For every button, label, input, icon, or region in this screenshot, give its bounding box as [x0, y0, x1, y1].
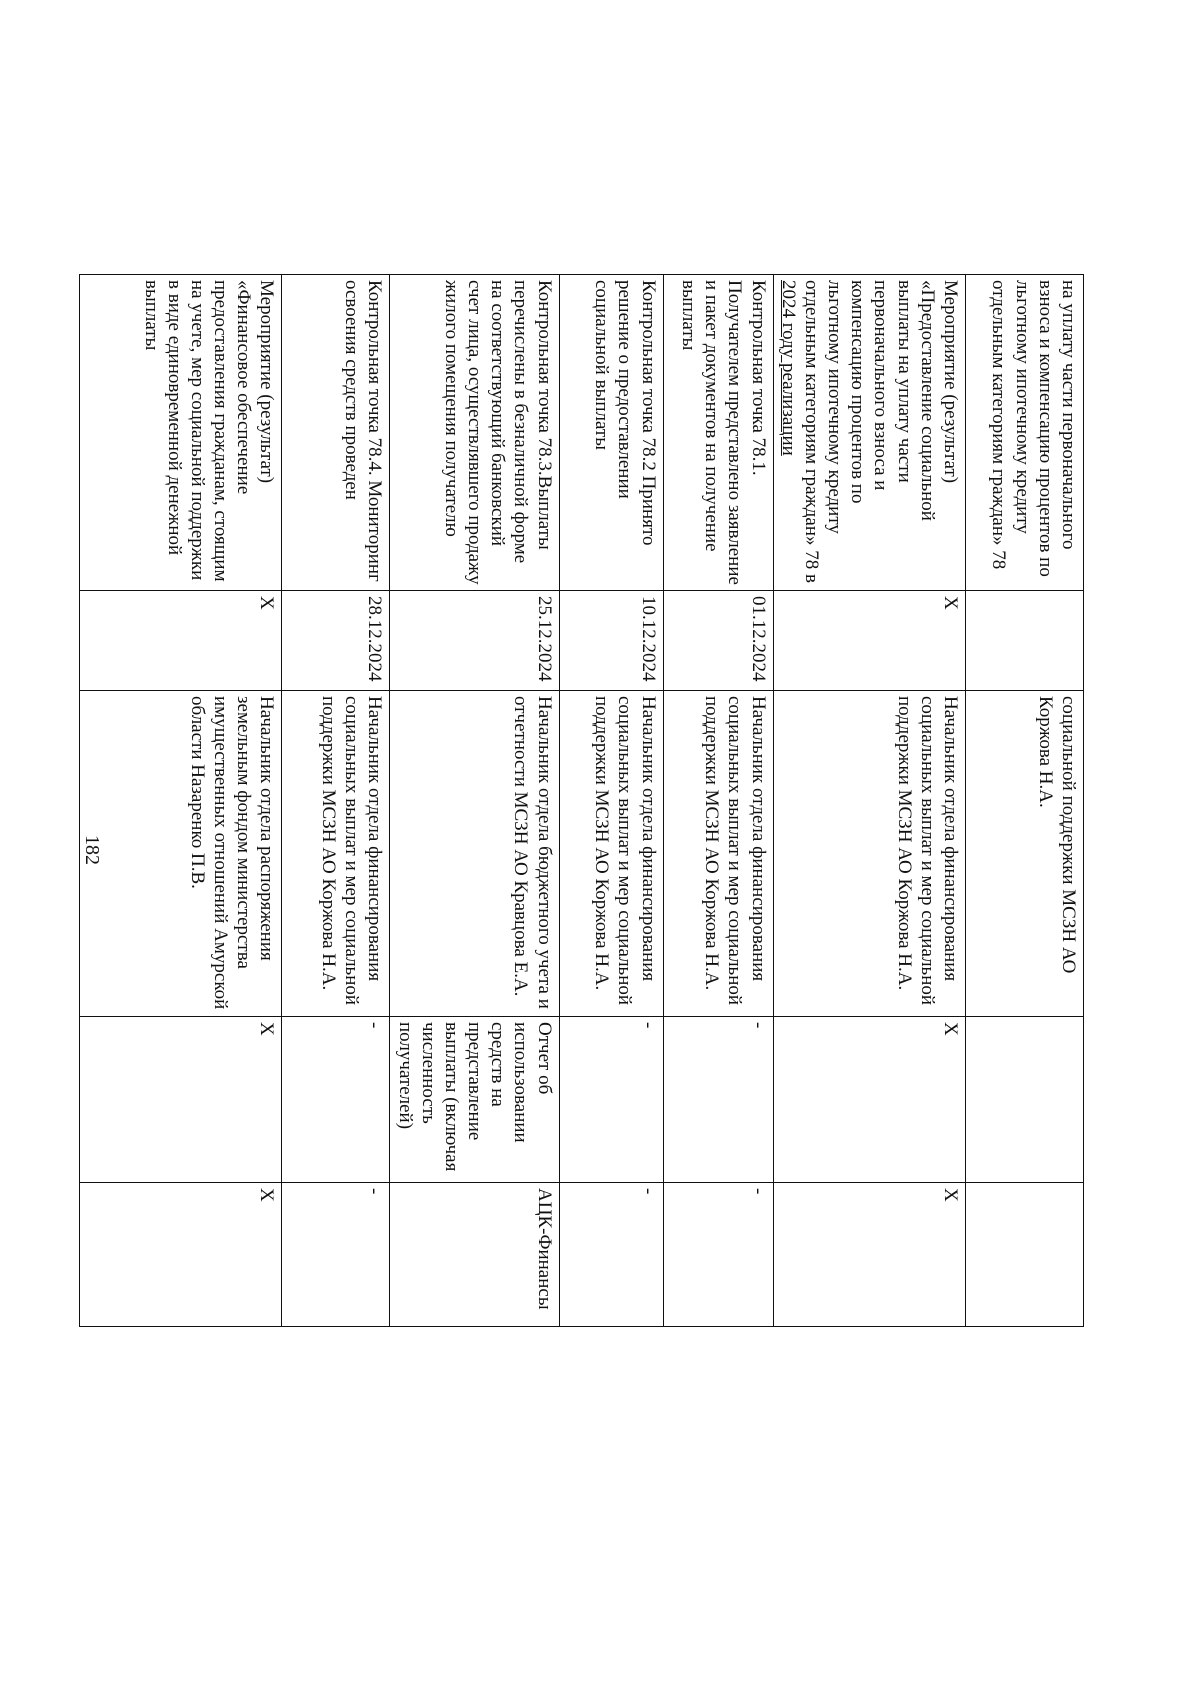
system-cell: -	[559, 1183, 663, 1327]
system-cell: Х	[773, 1183, 965, 1327]
event-cell: Контрольная точка 78.1. Получателем представлено заявление и пакет документов на получение выплаты	[663, 275, 773, 591]
activity-table	[79, 274, 1084, 1327]
table-row	[966, 275, 1084, 1327]
event-text-underlined: 2024 году реализации	[777, 280, 799, 456]
event-cell	[773, 275, 965, 591]
table-row	[390, 275, 559, 1327]
system-cell: -	[282, 1183, 390, 1327]
date-cell: Х	[773, 591, 965, 691]
responsible-cell: Начальник отдела распоряжения земельным фондом министерства имущественных отношений Амурской области Назаренко П.В.	[80, 691, 282, 1017]
document-cell: Отчет об использовании средств на представление выплаты (включая численность получателей)	[390, 1017, 559, 1183]
page-number: 182	[81, 835, 103, 865]
responsible-cell: Начальник отдела бюджетного учета и отчетности МСЗН АО Кравцова Е.А.	[390, 691, 559, 1017]
table-row	[80, 275, 282, 1327]
responsible-cell: Начальник отдела финансирования социальных выплат и мер социальной поддержки МСЗН АО Коржова Н.А.	[773, 691, 965, 1017]
event-cell: на уплату части первоначального взноса и компенсацию процентов по льготному ипотечному кредиту отдельным категориям граждан» 78	[966, 275, 1084, 591]
date-cell: Х	[80, 591, 282, 691]
system-cell: АЦК-Финансы	[390, 1183, 559, 1327]
table-row	[663, 275, 773, 1327]
date-cell	[966, 591, 1084, 691]
responsible-cell: Начальник отдела финансирования социальных выплат и мер социальной поддержки МСЗН АО Коржова Н.А.	[282, 691, 390, 1017]
event-text: Мероприятие (результат) «Предоставление социальной выплаты на уплату части первоначального взноса и компенсацию процентов по льготному ипотечному кредиту отдельным категориям граждан» 78 в	[800, 280, 961, 583]
rotated-page	[100, 100, 1100, 1310]
system-cell: -	[663, 1183, 773, 1327]
document-cell: Х	[80, 1017, 282, 1183]
document-cell: Х	[773, 1017, 965, 1183]
date-cell: 01.12.2024	[663, 591, 773, 691]
document-cell: -	[282, 1017, 390, 1183]
event-cell: Контрольная точка 78.3.Выплаты перечислены в безналичной форме на соответствующий банковский счет лица, осуществлявшего продажу жилого помещения получателю	[390, 275, 559, 591]
document-cell	[966, 1017, 1084, 1183]
date-cell: 25.12.2024	[390, 591, 559, 691]
event-cell: Контрольная точка 78.4. Мониторинг освоения средств проведен	[282, 275, 390, 591]
date-cell: 28.12.2024	[282, 591, 390, 691]
date-cell: 10.12.2024	[559, 591, 663, 691]
table-row	[282, 275, 390, 1327]
system-cell	[966, 1183, 1084, 1327]
responsible-cell: социальной поддержки МСЗН АО Коржова Н.А.	[966, 691, 1084, 1017]
system-cell: Х	[80, 1183, 282, 1327]
responsible-cell: Начальник отдела финансирования социальных выплат и мер социальной поддержки МСЗН АО Коржова Н.А.	[663, 691, 773, 1017]
document-cell: -	[559, 1017, 663, 1183]
table-row	[559, 275, 663, 1327]
event-cell: Контрольная точка 78.2 Принято решение о предоставлении социальной выплаты	[559, 275, 663, 591]
document-cell: -	[663, 1017, 773, 1183]
table-row	[773, 275, 965, 1327]
event-cell: Мероприятие (результат) «Финансовое обеспечение предоставления гражданам, стоящим на учете, мер социальной поддержки в виде единовременной денежной выплаты	[80, 275, 282, 591]
responsible-cell: Начальник отдела финансирования социальных выплат и мер социальной поддержки МСЗН АО Коржова Н.А.	[559, 691, 663, 1017]
